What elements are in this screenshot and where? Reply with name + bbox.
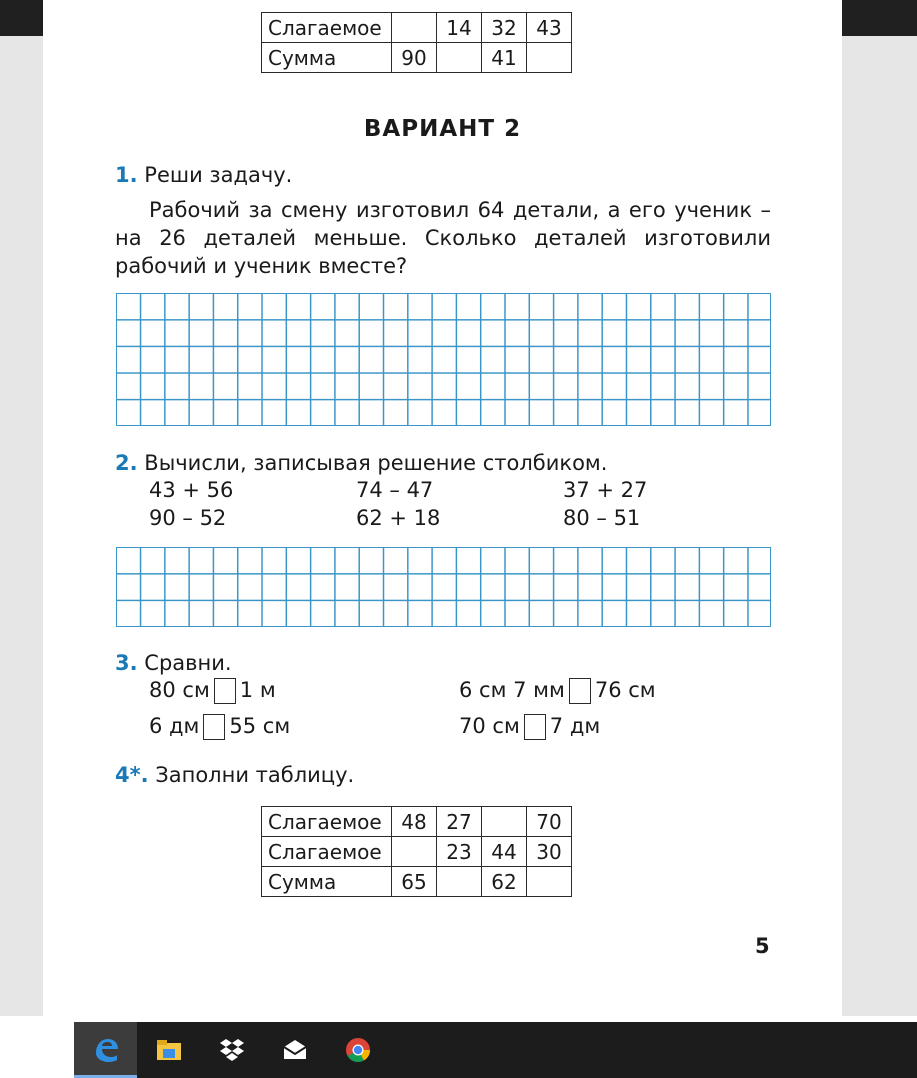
table-cell[interactable]: 30 xyxy=(527,837,572,867)
table-cell: Сумма xyxy=(262,43,392,73)
comparison xyxy=(459,678,656,704)
fill-table xyxy=(261,806,572,897)
task4-heading xyxy=(115,763,354,787)
comparison-left: 6 дм xyxy=(149,714,200,738)
taskbar-mail-button[interactable] xyxy=(263,1022,326,1078)
expression: 74 – 47 xyxy=(356,478,434,502)
taskbar-spacer xyxy=(0,1022,74,1078)
table-cell: Слагаемое xyxy=(262,837,392,867)
table-cell: Сумма xyxy=(262,867,392,897)
taskbar xyxy=(74,1022,917,1078)
table-cell: 14 xyxy=(437,13,482,43)
table-cell[interactable] xyxy=(437,867,482,897)
comparison xyxy=(459,714,600,740)
expression: 90 – 52 xyxy=(149,506,227,530)
table-cell[interactable]: 27 xyxy=(437,807,482,837)
table-cell: 32 xyxy=(482,13,527,43)
task4-heading-text: Заполни таблицу. xyxy=(155,763,355,787)
answer-grid-1[interactable] xyxy=(116,293,771,426)
task1-heading xyxy=(115,163,292,187)
comparison xyxy=(149,714,290,740)
task1-heading-text: Реши задачу. xyxy=(144,163,293,187)
taskbar-dropbox-button[interactable] xyxy=(200,1022,263,1078)
task3-heading-text: Сравни. xyxy=(144,651,232,675)
table-row xyxy=(262,837,572,867)
task1-text: Рабочий за смену изготовил 64 детали, а его ученик – на 26 деталей меньше. Сколько деталей изготовили рабочий и ученик вместе? xyxy=(115,198,771,278)
table-cell[interactable] xyxy=(392,837,437,867)
comparison-right: 1 м xyxy=(239,678,276,702)
table-cell[interactable]: 70 xyxy=(527,807,572,837)
mail-icon xyxy=(280,1035,310,1065)
top-table xyxy=(261,12,572,73)
file-explorer-icon xyxy=(154,1035,184,1065)
table-cell[interactable]: 65 xyxy=(392,867,437,897)
table-cell[interactable] xyxy=(527,867,572,897)
table-cell[interactable]: 62 xyxy=(482,867,527,897)
comparison-left: 70 см xyxy=(459,714,520,738)
edge-icon xyxy=(91,1035,121,1065)
answer-grid-2[interactable] xyxy=(116,547,771,627)
comparison-left: 80 см xyxy=(149,678,210,702)
taskbar-chrome-button[interactable] xyxy=(326,1022,389,1078)
compare-box[interactable] xyxy=(203,714,225,740)
table-row xyxy=(262,807,572,837)
comparison-left: 6 см 7 мм xyxy=(459,678,565,702)
table-cell: Слагаемое xyxy=(262,807,392,837)
task3-heading xyxy=(115,651,232,675)
table-cell[interactable]: 23 xyxy=(437,837,482,867)
table-cell xyxy=(437,43,482,73)
comparison-right: 55 см xyxy=(229,714,291,738)
chrome-icon xyxy=(343,1035,373,1065)
document-page xyxy=(43,0,842,1016)
table-cell xyxy=(392,13,437,43)
task3-number: 3. xyxy=(115,651,138,675)
compare-box[interactable] xyxy=(569,678,591,704)
table-cell: 43 xyxy=(527,13,572,43)
table-cell xyxy=(527,43,572,73)
expression: 62 + 18 xyxy=(356,506,441,530)
expression: 37 + 27 xyxy=(563,478,648,502)
comparison-right: 76 см xyxy=(594,678,656,702)
variant-title: ВАРИАНТ 2 xyxy=(363,116,522,142)
task2-heading xyxy=(115,451,607,475)
task1-number: 1. xyxy=(115,163,138,187)
expression: 43 + 56 xyxy=(149,478,234,502)
table-row xyxy=(262,43,572,73)
table-cell[interactable] xyxy=(482,807,527,837)
compare-box[interactable] xyxy=(524,714,546,740)
task4-number: 4*. xyxy=(115,763,149,787)
comparison xyxy=(149,678,276,704)
table-row xyxy=(262,13,572,43)
table-cell[interactable]: 48 xyxy=(392,807,437,837)
dropbox-icon xyxy=(217,1035,247,1065)
task2-heading-text: Вычисли, записывая решение столбиком. xyxy=(144,451,608,475)
table-cell: 41 xyxy=(482,43,527,73)
table-cell[interactable]: 44 xyxy=(482,837,527,867)
table-cell: Слагаемое xyxy=(262,13,392,43)
task2-number: 2. xyxy=(115,451,138,475)
table-row xyxy=(262,867,572,897)
taskbar-explorer-button[interactable] xyxy=(137,1022,200,1078)
table-cell: 90 xyxy=(392,43,437,73)
taskbar-edge-button[interactable] xyxy=(74,1022,137,1078)
page-number: 5 xyxy=(755,934,770,958)
comparison-right: 7 дм xyxy=(549,714,601,738)
expression: 80 – 51 xyxy=(563,506,641,530)
compare-box[interactable] xyxy=(214,678,236,704)
